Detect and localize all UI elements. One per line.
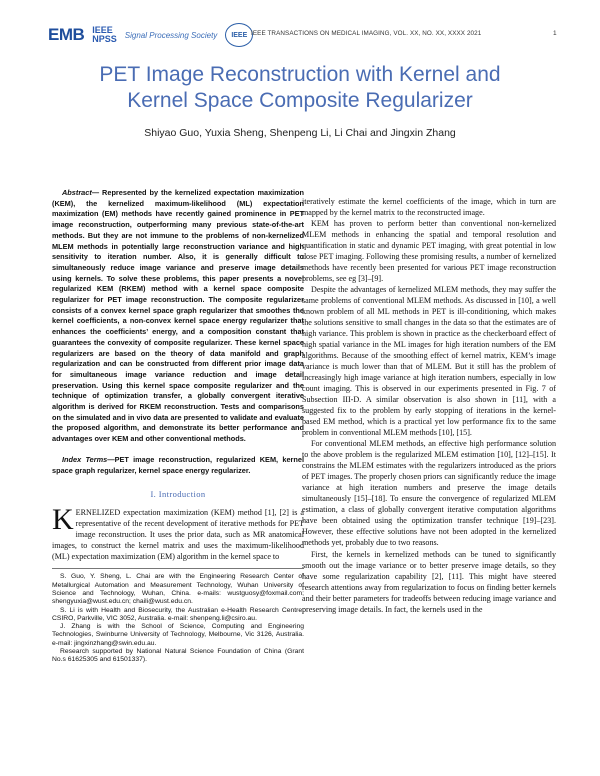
footnote-rule — [52, 568, 304, 569]
index-terms-body: —PET image reconstruction, regularized KEM, kernel space graph regularizer, kernel space energy regularizer. — [52, 454, 304, 475]
body-paragraph: KEM has proven to perform better than conventional non-kernelized MLEM methods in enhancing the spatial and temporal resolution and quantification in static and dynamic PET imaging, with great potential in low dose PET imaging. Following these promising results, a number of kernelized methods have recently been presented for various PET image reconstruction problems, see eg [3]–[9]. — [302, 219, 556, 284]
body-paragraph: iteratively estimate the kernel coefficients of the image, which in turn are mapped by the kernel matrix to the reconstructed image. — [302, 197, 556, 218]
abstract — [52, 188, 304, 445]
footnote-affiliation-2: S. Li is with Health and Biosecurity, the Australian e-Health Research Centre, CSIRO, Parkville, VIC 3052, Australia. e-mail: shenpeng.li@csiro.au. — [52, 606, 304, 622]
abstract-lead: Abstract — [62, 188, 92, 197]
ieee-seal-logo: IEEE — [225, 23, 253, 47]
index-terms-lead: Index Terms — [62, 454, 108, 464]
page-number: 1 — [553, 30, 557, 37]
section-heading-introduction: I. Introduction — [150, 489, 206, 500]
abstract-body: — Represented by the kernelized expectation maximization (KEM), the kernelized maximum-likelihood (ML) expectation maximization (EM) methods have recently gained prominence in PET image reconstruction, outperforming many previous state-of-the-art methods. But they are not immune to the problems of non-kernelized MLEM methods in potentially large reconstruction variance and high sensitivity to iteration number. Also, it is generally difficult to simultaneously reduce image variance and preserve image details using kernels. To solve these problems, this paper presents a novel regularized KEM (RKEM) method with a kernel space composite regularizer for PET image reconstruction. The composite regularizer consists of a convex kernel space graph regularizer that smoothes the kernel coefficients, a non-convex kernel space energy regularizer that enhances the coefficients’ energy, and a composition constant that guarantees the convexity of composite regularizer. These kernel space regularizers are based on the theory of data manifold and graph regularization and can be constructed from different prior image data for simultaneous image variance reduction and image detail preservation. Using this kernel space composite regularizer and the technique of optimization transfer, a globally convergent iterative algorithm is derived for RKEM reconstruction. Tests and comparisons on the simulated and in vivo data are presented to validate and evaluate the proposed algorithm, and demonstrate its better performance and advantages over KEM and other conventional methods. — [52, 188, 304, 444]
signal-processing-logo: Signal Processing Society — [124, 30, 218, 40]
footnote-affiliation-3: J. Zhang is with the School of Science, Computing and Engineering Technologies, Swinburne University of Technology, Melbourne, Vic 3126, Australia. e-mail: jingxinzhang@swin.edu.au. — [52, 623, 304, 647]
body-paragraph: For conventional MLEM methods, an effective high performance solution to the above problem is the regularized MLEM estimation [10], [12]–[15]. It constrains the MLEM estimates with the regularizers introduced as the priors of PET images. The properly chosen priors can significantly reduce the image variance at high iteration numbers and preserve the image details simultaneously [15]–[18]. To ensure the convergence of regularized MLEM estimation, a class of globally convergent iterative computation algorithms have been obtained using the optimization transfer technique [19]–[23]. However, these effective solutions have not been adopted in the kernelized methods yet, probably due to two reasons. — [302, 439, 556, 548]
drop-cap: K — [52, 503, 74, 537]
emb-logo: EMB — [48, 25, 85, 44]
intro-paragraph — [52, 503, 304, 562]
author-list: Shiyao Guo, Yuxia Sheng, Shenpeng Li, Li Chai and Jingxin Zhang — [144, 127, 456, 139]
society-logos — [48, 20, 253, 50]
footnote-funding: Research supported by National Natural Science Foundation of China (Grant No.s 61625305 and 61501337). — [52, 648, 304, 664]
paper-title — [40, 62, 560, 114]
npss-logo: IEEE NPSS — [92, 25, 117, 44]
intro-first-word: ERNELIZED — [75, 508, 121, 518]
page-header — [0, 0, 600, 60]
journal-running-head: IEEE TRANSACTIONS ON MEDICAL IMAGING, VOL. XX, NO. XX, XXXX 2021 — [251, 30, 482, 37]
title-line-1: PET Image Reconstruction with Kernel and — [99, 63, 501, 86]
index-terms — [52, 455, 304, 476]
title-line-2: Kernel Space Composite Regularizer — [127, 89, 473, 112]
intro-body: expectation maximization (KEM) method [1], [2] is a representative of the recent development of iterative methods for PET image reconstruction. It uses the prior data, such as MR anatomical images, to construct the kernel matrix and uses the maximum-likelihood (ML) expectation maximization (EM) algorithm in the kernel space to — [52, 508, 304, 562]
footnote-affiliation-1: S. Guo, Y. Sheng, L. Chai are with the Engineering Research Center of Metallurgical Automation and Measurement Technology, Wuhan University of Science and Technology, Wuhan, China. e-mails: wustguosy@foxmail.com; shengyuxia@wust.edu.cn; chaili@wust.edu.cn. — [52, 573, 304, 606]
right-column — [302, 196, 556, 615]
left-column — [52, 188, 304, 665]
body-paragraph: First, the kernels in kernelized methods can be tuned to significantly smooth out the image variance or to better preserve image details, so they have some regularization capability [2], [11]. This might have steered research attentions away from regularization to focus on finding better kernels and their better parameters for tradeoffs between reducing image variance and preserving image details. In fact, the kernels used in the — [302, 549, 556, 614]
body-paragraph: Despite the advantages of kernelized MLEM methods, they may suffer the same problems of conventional MLEM methods. As discussed in [10], a well known problem of all ML methods in PET is ill-conditioning, which makes the solutions sensitive to small changes in the data so that the estimates are of high variance. This problem is shown in practice as the checkerboard effect of high spatial variance in the ML images for high iteration numbers of the EM algorithms. Because of the smoothing effect of kernel matrix, KEM’s image variance is much lower than that of MLEM. But it still has the problem of increasingly high image variance at high iteration numbers, especially in low count imaging. This is observed in our experiments presented in Fig. 7 of Subsection III-D. A similar observation is also shown in [11], with a suggested fix to the problem by early stopping of iterations in the kernel-based EM method, which is a practical yet low performance fix to the same problem in conventional MLEM methods [10], [15]. — [302, 285, 556, 438]
